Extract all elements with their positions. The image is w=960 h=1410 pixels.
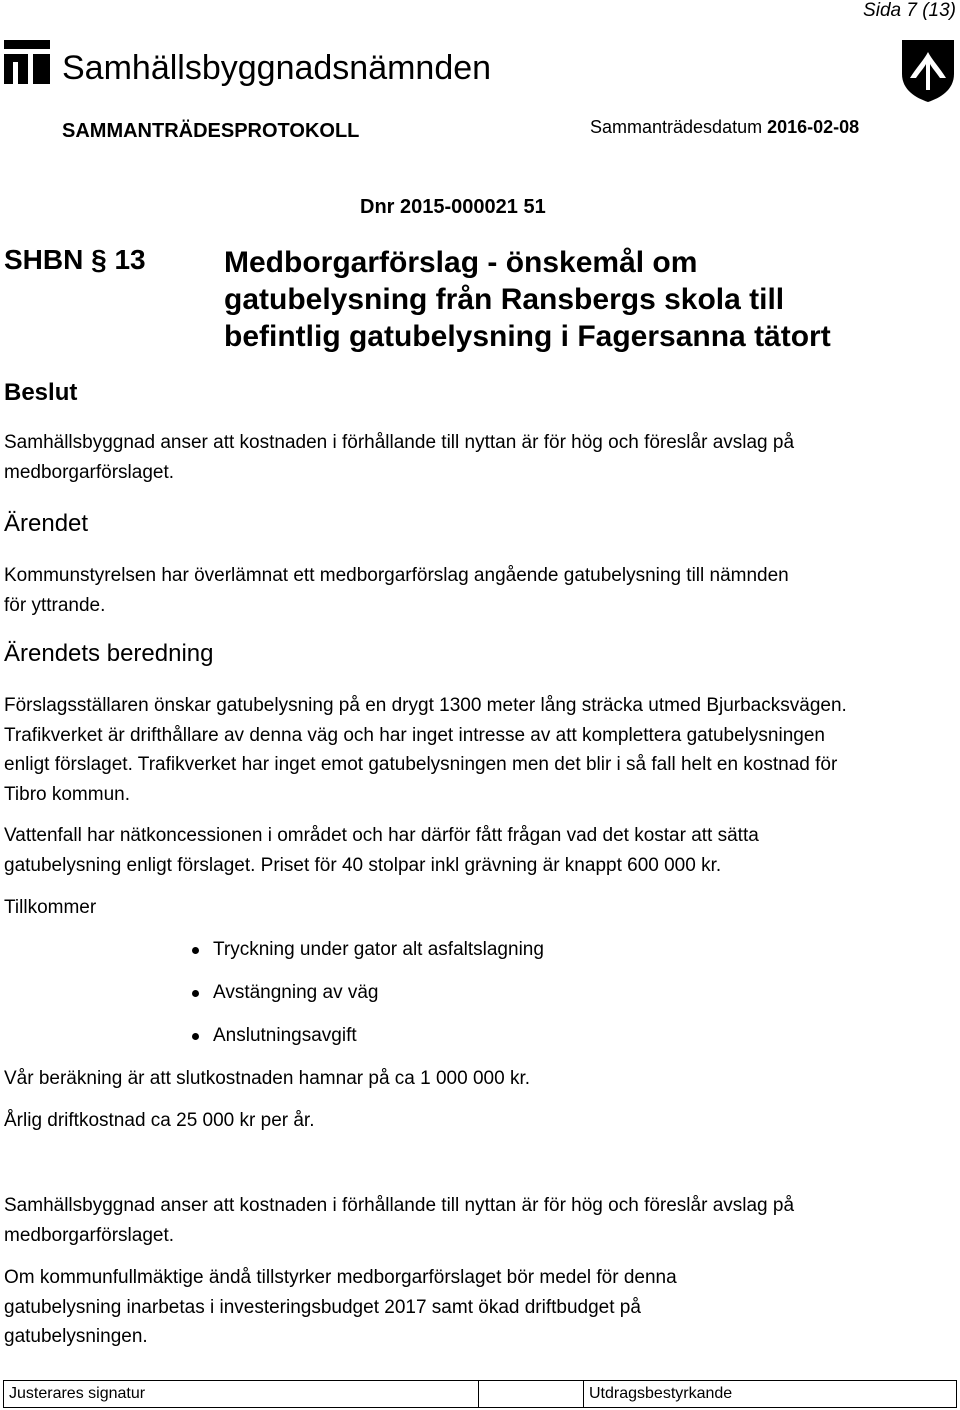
heading-beslut: Beslut [4, 379, 78, 406]
coat-of-arms-icon [900, 38, 956, 104]
section-id: SHBN § 13 [4, 244, 146, 275]
beredning-paragraph-1: Förslagsställaren önskar gatubelysning på en drygt 1300 meter lång sträcka utmed Bjurbacksvägen. Trafikverket är drifthållare av denna väg och har inget intresse av att komplettera gatubelysningen enligt förslaget. Trafikverket har inget emot gatubelysningen men det blir i så fall helt en kostnad för Tibro kommun. [4, 695, 847, 805]
cost-items-list [190, 936, 544, 1065]
beredning-paragraph-2: Vattenfall har nätkoncessionen i området och har därför fått frågan vad det kostar att sätta gatubelysning enligt förslaget. Priset för 40 stolpar inkl grävning är knappt 600 000 kr. [4, 825, 759, 876]
meeting-date-value: 2016-02-08 [767, 117, 860, 137]
tillkommer-label: Tillkommer [4, 897, 97, 918]
list-item: Tryckning under gator alt asfaltslagning [190, 936, 544, 979]
signature-field: Justerares signatur [4, 1381, 479, 1407]
list-item: Anslutningsavgift [190, 1022, 544, 1065]
page-number: Sida 7 (13) [863, 0, 956, 21]
signature-blank-field [479, 1381, 584, 1407]
list-item: Avstängning av väg [190, 979, 544, 1022]
beslut-text: Samhällsbyggnad anser att kostnaden i förhållande till nyttan är för hög och föreslår avslag på medborgarförslaget. [4, 432, 795, 483]
recommendation-text: Samhällsbyggnad anser att kostnaden i förhållande till nyttan är för hög och föreslår avslag på medborgarförslaget. [4, 1195, 795, 1246]
meeting-date [590, 117, 859, 138]
heading-beredning: Ärendets beredning [4, 640, 214, 667]
document-type: SAMMANTRÄDESPROTOKOLL [62, 120, 360, 142]
organization-name: Samhällsbyggnadsnämnden [62, 49, 492, 87]
municipality-logo-icon [4, 40, 50, 84]
budget-text: Om kommunfullmäktige ändå tillstyrker medborgarförslaget bör medel för denna gatubelysning inarbetas i investeringsbudget 2017 samt ökad driftbudget på gatubelysningen. [4, 1267, 677, 1347]
arendet-text: Kommunstyrelsen har överlämnat ett medborgarförslag angående gatubelysning till nämnden för yttrande. [4, 565, 789, 616]
estimate-text: Vår beräkning är att slutkostnaden hamnar på ca 1 000 000 kr. [4, 1068, 530, 1089]
extract-certification-field: Utdragsbestyrkande [589, 1385, 733, 1402]
meeting-date-label: Sammanträdesdatum [590, 117, 763, 137]
operating-cost-text: Årlig driftkostnad ca 25 000 kr per år. [4, 1110, 315, 1131]
case-title: Medborgarförslag - önskemål om gatubelysning från Ransbergs skola till befintlig gatubelysning i Fagersanna tätort [224, 246, 831, 353]
heading-arendet: Ärendet [4, 510, 89, 537]
case-number: Dnr 2015-000021 51 [360, 196, 546, 218]
footer-signature-table [3, 1380, 957, 1408]
